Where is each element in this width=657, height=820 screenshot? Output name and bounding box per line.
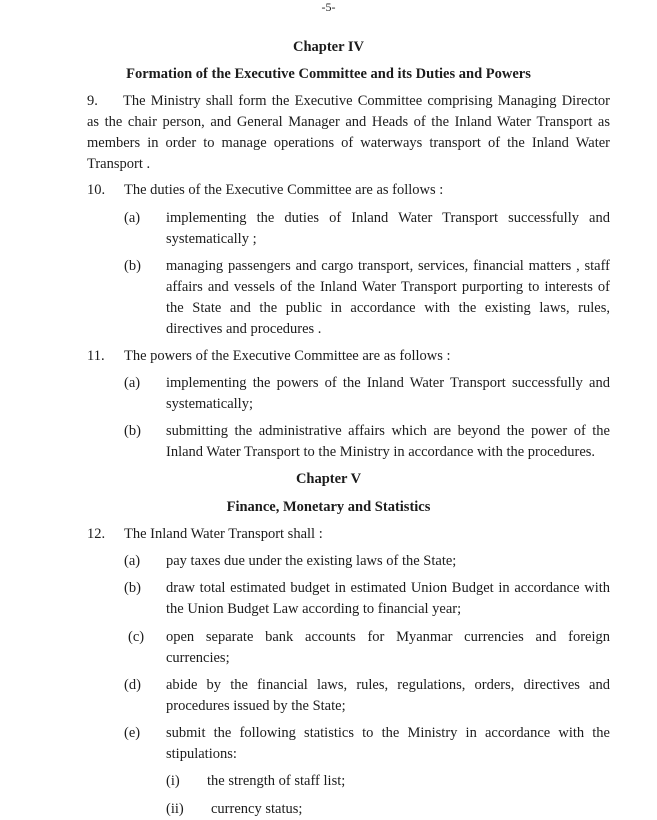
section-10-a-text [166,208,610,250]
section-12-b-label: (b) [124,580,141,596]
section-12-c-line-1: open separate bank accounts for Myanmar currencies and foreign [166,629,610,645]
section-12-d-text [166,675,610,717]
section-11-a-line-2: systematically; [166,396,253,412]
section-12-e-label: (e) [124,725,141,741]
section-12-e-ii-label: (ii) [166,801,184,817]
section-12-a-line-1: pay taxes due under the existing laws of the State; [166,553,457,569]
section-12-number: 12. [87,526,106,542]
section-11-b-text [166,421,610,463]
section-12-a-text [166,551,610,572]
section-10-b-line-2: affairs and vessels of the Inland Water Transport purporting to interests of [166,279,610,295]
section-9-line-2: as the chair person, and General Manager and Heads of the Inland Water Transport as [87,114,610,130]
section-10-b-label: (b) [124,258,141,274]
section-10-b-line-4: directives and procedures . [166,321,322,337]
section-10-number: 10. [87,182,106,198]
section-12-c-label: (c) [128,629,145,645]
section-11-b-line-2: Inland Water Transport to the Ministry in accordance with the procedures. [166,444,596,460]
section-11-a-line-1: implementing the powers of the Inland Water Transport successfully and [166,375,610,391]
section-12-c-line-2: currencies; [166,650,230,666]
section-11-b-line-1: submitting the administrative affairs which are beyond the power of the [166,423,610,439]
chapter-4-title: Chapter IV [292,39,365,55]
section-12-d-line-2: procedures issued by the State; [166,698,346,714]
section-12-b-line-1: draw total estimated budget in estimated Union Budget in accordance with [166,580,610,596]
section-10-b-text [166,256,610,340]
section-10-intro: The duties of the Executive Committee are as follows : [124,182,444,198]
section-12-b-line-2: the Union Budget Law according to financial year; [166,601,462,617]
section-12-d-label: (d) [124,677,141,693]
chapter-5-title: Chapter V [295,471,362,487]
section-11-number: 11. [87,348,105,364]
section-9-line-3: members in order to manage operations of waterways transport of the Inland Water [87,135,610,151]
section-12-e-ii-text: currency status; [211,801,303,817]
section-9-number: 9. [87,93,98,109]
section-12-e-line-1: submit the following statistics to the Ministry in accordance with the [166,725,610,741]
section-11-a-label: (a) [124,375,141,391]
section-10-a-label: (a) [124,210,141,226]
chapter-5-subtitle: Finance, Monetary and Statistics [226,499,431,515]
section-10-b-line-3: the State and the public in accordance with the existing laws, rules, [166,300,610,316]
section-12-a-label: (a) [124,553,141,569]
section-12-e-i-text: the strength of staff list; [207,773,346,789]
section-10-a-line-2: systematically ; [166,231,257,247]
section-12-b-text [166,578,610,620]
section-10-b-line-1: managing passengers and cargo transport, services, financial matters , staff [166,258,610,274]
section-11-b-label: (b) [124,423,141,439]
section-12-d-line-1: abide by the financial laws, rules, regulations, orders, directives and [166,677,610,693]
section-12-c-text [166,627,610,669]
section-12-intro: The Inland Water Transport shall : [124,526,323,542]
section-9-text [87,91,610,175]
section-9-line-4: Transport . [87,156,151,172]
section-12-e-text [166,723,610,765]
section-10-a-line-1: implementing the duties of Inland Water Transport successfully and [166,210,610,226]
section-11-intro: The powers of the Executive Committee are as follows : [124,348,451,364]
page-number: -5- [321,0,336,14]
section-12-e-i-label: (i) [166,773,180,789]
section-9-line-1: The Ministry shall form the Executive Committee comprising Managing Director [123,93,610,109]
chapter-4-subtitle: Formation of the Executive Committee and its Duties and Powers [126,66,531,82]
section-11-a-text [166,373,610,415]
section-12-e-line-2: stipulations: [166,746,237,762]
